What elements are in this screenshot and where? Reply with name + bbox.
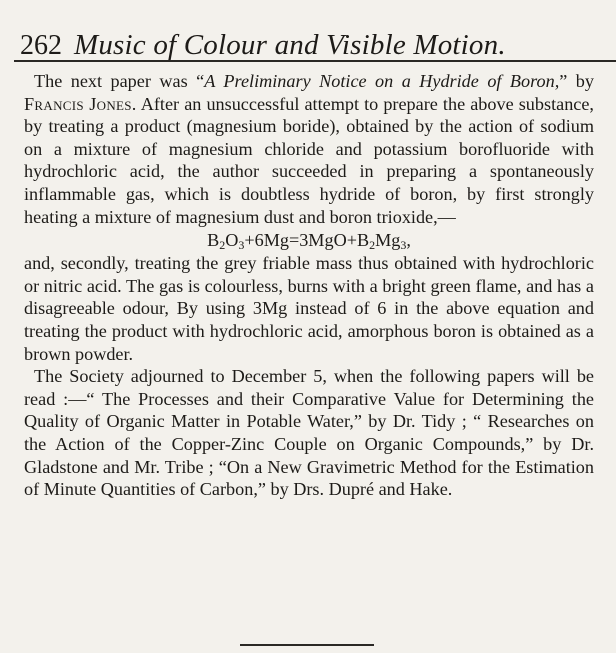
equation-subscript: 2 xyxy=(369,238,376,253)
equation-subscript: 3 xyxy=(400,238,407,253)
header-rule xyxy=(14,60,616,62)
paper-title: A Preliminary Notice on a Hydride of Boron, xyxy=(204,71,560,91)
paragraph-text: ” by xyxy=(559,71,594,91)
running-title: Music of Colour and Visible Motion. xyxy=(74,29,506,61)
equation-part: O xyxy=(225,230,239,251)
equation-subscript: 3 xyxy=(238,238,245,253)
author-name: Francis Jones. xyxy=(24,93,137,114)
paragraph-text: The next paper was “ xyxy=(34,71,205,91)
equation-subscript: 2 xyxy=(219,238,226,253)
paragraph-text: After an unsuccessful attempt to prepare the above substance, by treating a product (magnesium boride), obtained by the action of sodium on a mixture of magnesium chloride and potassium borofluoride with hydrochloric acid, the author succeeded in preparing a spontaneously inflammable gas, which is doubtless hydride of boron, by first strongly heating a mixture of magnesium dust and boron trioxide,— xyxy=(24,93,594,227)
article-body xyxy=(24,70,594,501)
equation-part: B xyxy=(207,230,220,251)
equation-part: , xyxy=(406,230,411,251)
chemical-equation xyxy=(24,228,594,252)
paragraph-results: and, secondly, treating the grey friable mass thus obtained with hydrochloric or nitric acid. The gas is colourless, burns with a bright green flame, and has a disagreeable odour, By using 3Mg instead of 6 in the above equation and treating the product with hydrochloric acid, amorphous boron is obtained as a brown powder. xyxy=(24,253,594,364)
page-number: 262 xyxy=(20,30,62,61)
page-header xyxy=(20,14,610,60)
paragraph-society-adjourned: The Society adjourned to December 5, when the following papers will be read :—“ The Processes and their Comparative Value for Determining the Quality of Organic Matter in Potable Water,” by Dr. Tidy ; “ Researches on the Action of the Copper-Zinc Couple on Organic Compounds,” by Dr. Gladstone and Mr. Tribe ; “On a New Gravimetric Method for the Estimation of Minute Quantities of Carbon,” by Drs. Dupré and Hake. xyxy=(24,366,594,500)
paragraph-hydride-of-boron xyxy=(24,70,594,228)
closing-rule xyxy=(240,644,374,646)
equation-part: Mg xyxy=(375,230,401,251)
equation-part: +6Mg=3MgO+B xyxy=(244,230,370,251)
